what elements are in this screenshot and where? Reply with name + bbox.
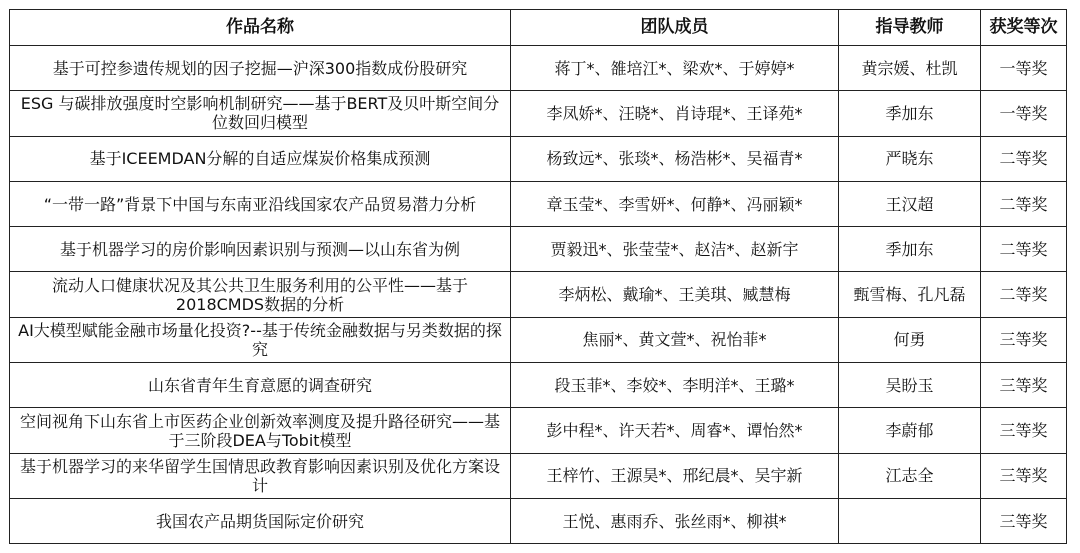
award-level: 二等奖	[981, 181, 1067, 226]
table-row	[10, 181, 1067, 226]
header-advisor: 指导教师	[839, 10, 981, 46]
award-level: 二等奖	[981, 227, 1067, 272]
advisor: 季加东	[839, 91, 981, 136]
work-title: 流动人口健康状况及其公共卫生服务利用的公平性——基于2018CMDS数据的分析	[10, 272, 511, 317]
team-members: 李凤娇*、汪晓*、肖诗琨*、王译苑*	[511, 91, 839, 136]
table-row	[10, 91, 1067, 136]
awards-table	[9, 9, 1067, 544]
header-title: 作品名称	[10, 10, 511, 46]
award-level: 三等奖	[981, 317, 1067, 362]
table-row	[10, 227, 1067, 272]
table-row	[10, 498, 1067, 543]
work-title: AI大模型赋能金融市场量化投资?--基于传统金融数据与另类数据的探究	[10, 317, 511, 362]
team-members: 杨致远*、张琰*、杨浩彬*、吴福青*	[511, 136, 839, 181]
work-title: 我国农产品期货国际定价研究	[10, 498, 511, 543]
work-title: ESG 与碳排放强度时空影响机制研究——基于BERT及贝叶斯空间分位数回归模型	[10, 91, 511, 136]
team-members: 王悦、惠雨乔、张丝雨*、柳祺*	[511, 498, 839, 543]
header-members: 团队成员	[511, 10, 839, 46]
advisor: 季加东	[839, 227, 981, 272]
table-row	[10, 136, 1067, 181]
work-title: 山东省青年生育意愿的调查研究	[10, 363, 511, 408]
award-level: 三等奖	[981, 408, 1067, 453]
advisor: 严晓东	[839, 136, 981, 181]
table-row	[10, 453, 1067, 498]
team-members: 王梓竹、王源昊*、邢纪晨*、吴宇新	[511, 453, 839, 498]
table-row	[10, 46, 1067, 91]
team-members: 李炳松、戴瑜*、王美琪、臧慧梅	[511, 272, 839, 317]
team-members: 蒋丁*、雒培江*、梁欢*、于婷婷*	[511, 46, 839, 91]
header-award: 获奖等次	[981, 10, 1067, 46]
team-members: 贾毅迅*、张莹莹*、赵洁*、赵新宇	[511, 227, 839, 272]
award-level: 一等奖	[981, 46, 1067, 91]
team-members: 焦丽*、黄文萱*、祝怡菲*	[511, 317, 839, 362]
award-level: 一等奖	[981, 91, 1067, 136]
table-row	[10, 272, 1067, 317]
team-members: 章玉莹*、李雪妍*、何静*、冯丽颖*	[511, 181, 839, 226]
award-level: 三等奖	[981, 453, 1067, 498]
team-members: 彭中程*、许天若*、周睿*、谭怡然*	[511, 408, 839, 453]
work-title: 空间视角下山东省上市医药企业创新效率测度及提升路径研究——基于三阶段DEA与Tobit模型	[10, 408, 511, 453]
table-row	[10, 408, 1067, 453]
advisor: 李蔚郁	[839, 408, 981, 453]
advisor: 何勇	[839, 317, 981, 362]
advisor	[839, 498, 981, 543]
award-level: 三等奖	[981, 363, 1067, 408]
table-row	[10, 363, 1067, 408]
advisor: 王汉超	[839, 181, 981, 226]
advisor: 吴盼玉	[839, 363, 981, 408]
advisor: 黄宗媛、杜凯	[839, 46, 981, 91]
award-level: 二等奖	[981, 136, 1067, 181]
work-title: 基于可控参遗传规划的因子挖掘—沪深300指数成份股研究	[10, 46, 511, 91]
awards-table-container	[9, 9, 1067, 544]
work-title: 基于机器学习的来华留学生国情思政教育影响因素识别及优化方案设计	[10, 453, 511, 498]
work-title: 基于ICEEMDAN分解的自适应煤炭价格集成预测	[10, 136, 511, 181]
award-level: 三等奖	[981, 498, 1067, 543]
advisor: 江志全	[839, 453, 981, 498]
team-members: 段玉菲*、李姣*、李明洋*、王璐*	[511, 363, 839, 408]
award-level: 二等奖	[981, 272, 1067, 317]
work-title: “一带一路”背景下中国与东南亚沿线国家农产品贸易潜力分析	[10, 181, 511, 226]
header-row	[10, 10, 1067, 46]
work-title: 基于机器学习的房价影响因素识别与预测—以山东省为例	[10, 227, 511, 272]
table-row	[10, 317, 1067, 362]
advisor: 甄雪梅、孔凡磊	[839, 272, 981, 317]
